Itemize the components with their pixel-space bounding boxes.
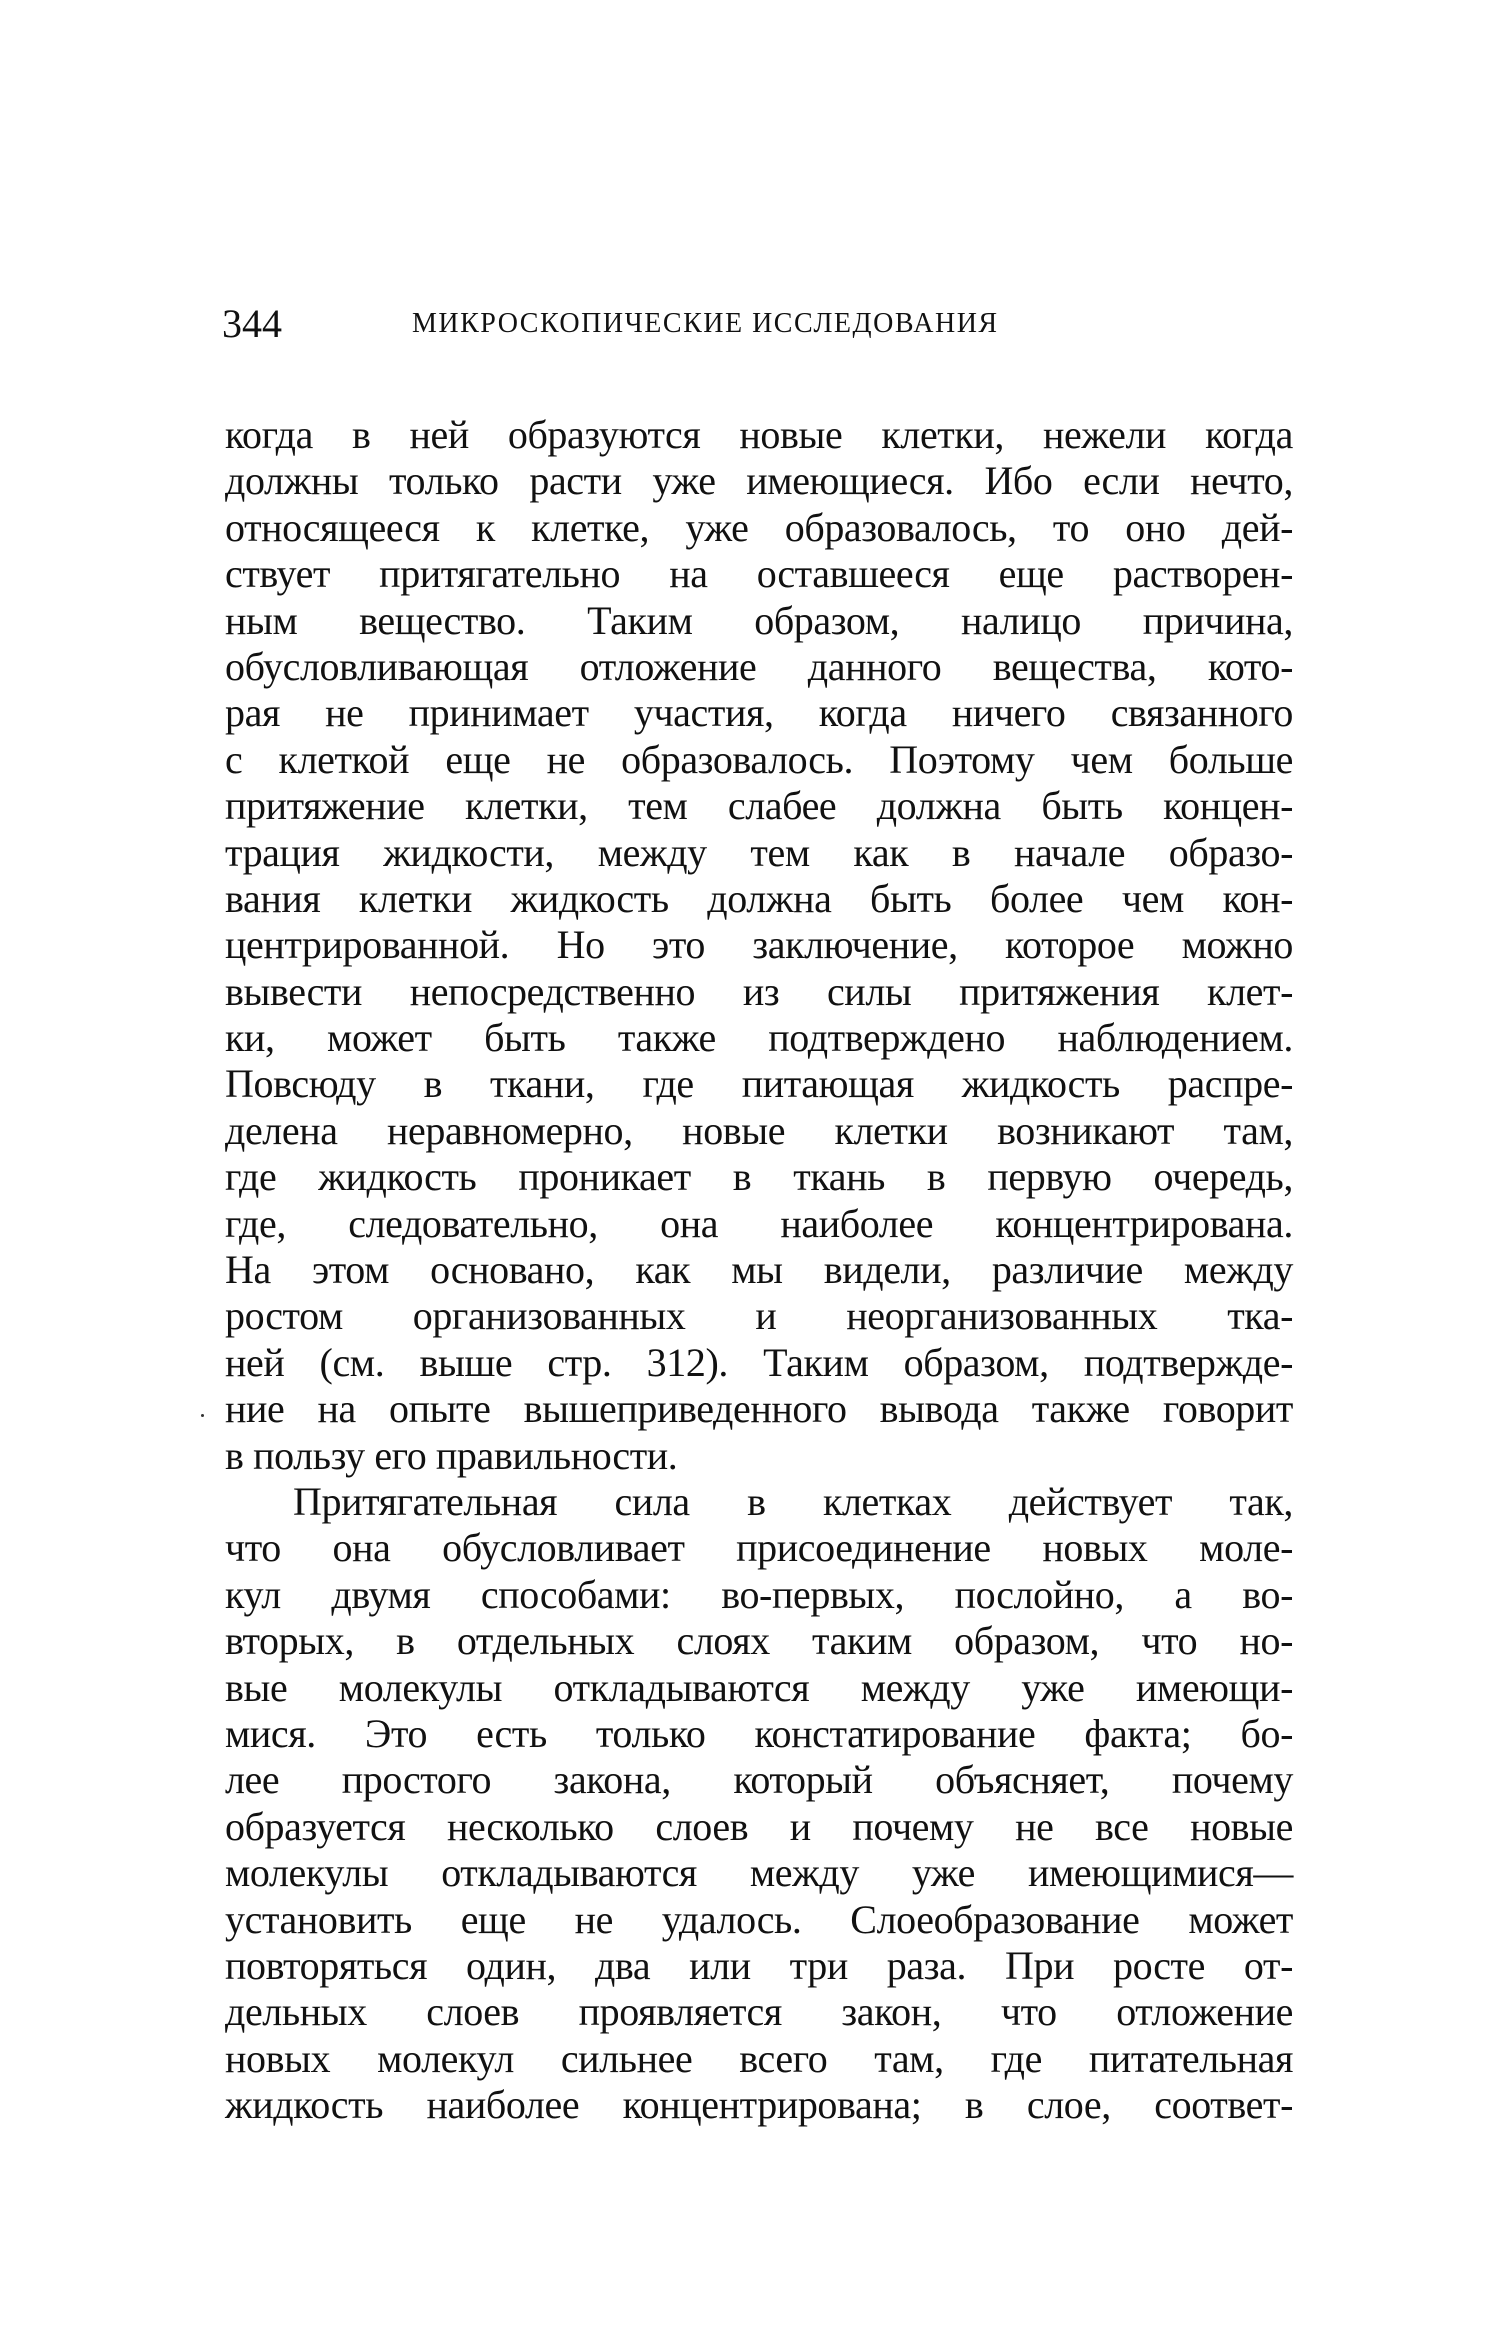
running-title: МИКРОСКОПИЧЕСКИЕ ИССЛЕДОВАНИЯ: [412, 308, 999, 339]
text-line: вания клетки жидкость должна быть более чем кон-: [225, 875, 1293, 921]
text-line: ствует притягательно на оставшееся еще растворен-: [225, 551, 1293, 597]
text-line: молекулы откладываются между уже имеющимися—: [225, 1850, 1293, 1896]
page-number: 344: [222, 301, 282, 346]
paragraph-2: [225, 1479, 1293, 2128]
text-line: притяжение клетки, тем слабее должна быть концен-: [225, 783, 1293, 829]
text-line: На этом основано, как мы видели, различие между: [225, 1247, 1293, 1293]
text-line: ние на опыте вышеприведенного вывода также говорит: [225, 1386, 1293, 1432]
text-line: ростом организованных и неорганизованных тка-: [225, 1293, 1293, 1339]
text-line: делена неравномерно, новые клетки возникают там,: [225, 1107, 1293, 1153]
text-line: центрированной. Но это заключение, которое можно: [225, 922, 1293, 968]
text-line: вые молекулы откладываются между уже имеющи-: [225, 1664, 1293, 1710]
paragraph-1: [225, 412, 1293, 1479]
page-header: [222, 300, 1102, 346]
text-line: относящееся к клетке, уже образовалось, то оно дей-: [225, 504, 1293, 550]
text-line: когда в ней образуются новые клетки, нежели когда: [225, 412, 1293, 457]
text-line: установить еще не удалось. Слоеобразование может: [225, 1896, 1293, 1942]
text-line: повторяться один, два или три раза. При росте от-: [225, 1942, 1293, 1988]
text-line: Повсюду в ткани, где питающая жидкость распре-: [225, 1061, 1293, 1107]
text-line: образуется несколько слоев и почему не все новые: [225, 1803, 1293, 1849]
text-line: вторых, в отдельных слоях таким образом, что но-: [225, 1618, 1293, 1664]
text-line: вывести непосредственно из силы притяжения клет-: [225, 968, 1293, 1014]
text-line: трация жидкости, между тем как в начале образо-: [225, 829, 1293, 875]
text-line: должны только расти уже имеющиеся. Ибо если нечто,: [225, 458, 1293, 504]
text-line: с клеткой еще не образовалось. Поэтому чем больше: [225, 736, 1293, 782]
text-line: мися. Это есть только констатирование факта; бо-: [225, 1710, 1293, 1756]
text-line: дельных слоев проявляется закон, что отложение: [225, 1989, 1293, 2035]
text-line: ным вещество. Таким образом, налицо причина,: [225, 597, 1293, 643]
text-line: в пользу его правильности.: [225, 1432, 678, 1478]
text-line: где, следовательно, она наиболее концентрирована.: [225, 1200, 1293, 1246]
text-line: новых молекул сильнее всего там, где питательная: [225, 2035, 1293, 2081]
text-line: рая не принимает участия, когда ничего связанного: [225, 690, 1293, 736]
text-line: где жидкость проникает в ткань в первую очередь,: [225, 1154, 1293, 1200]
body-text: [225, 412, 1293, 2128]
text-line: что она обусловливает присоединение новых моле-: [225, 1525, 1293, 1571]
text-line: обусловливающая отложение данного вещества, кото-: [225, 643, 1293, 689]
text-line: ки, может быть также подтверждено наблюдением.: [225, 1015, 1293, 1061]
text-line: Притягательная сила в клетках действует так,: [293, 1478, 1293, 1524]
text-line: лее простого закона, который объясняет, почему: [225, 1757, 1293, 1803]
text-line: жидкость наиболее концентрирована; в слое, соответ-: [225, 2082, 1293, 2128]
print-speck: [201, 1414, 204, 1417]
text-line: кул двумя способами: во-первых, послойно, а во-: [225, 1571, 1293, 1617]
text-line: ней (см. выше стр. 312). Таким образом, подтвержде-: [225, 1339, 1293, 1385]
